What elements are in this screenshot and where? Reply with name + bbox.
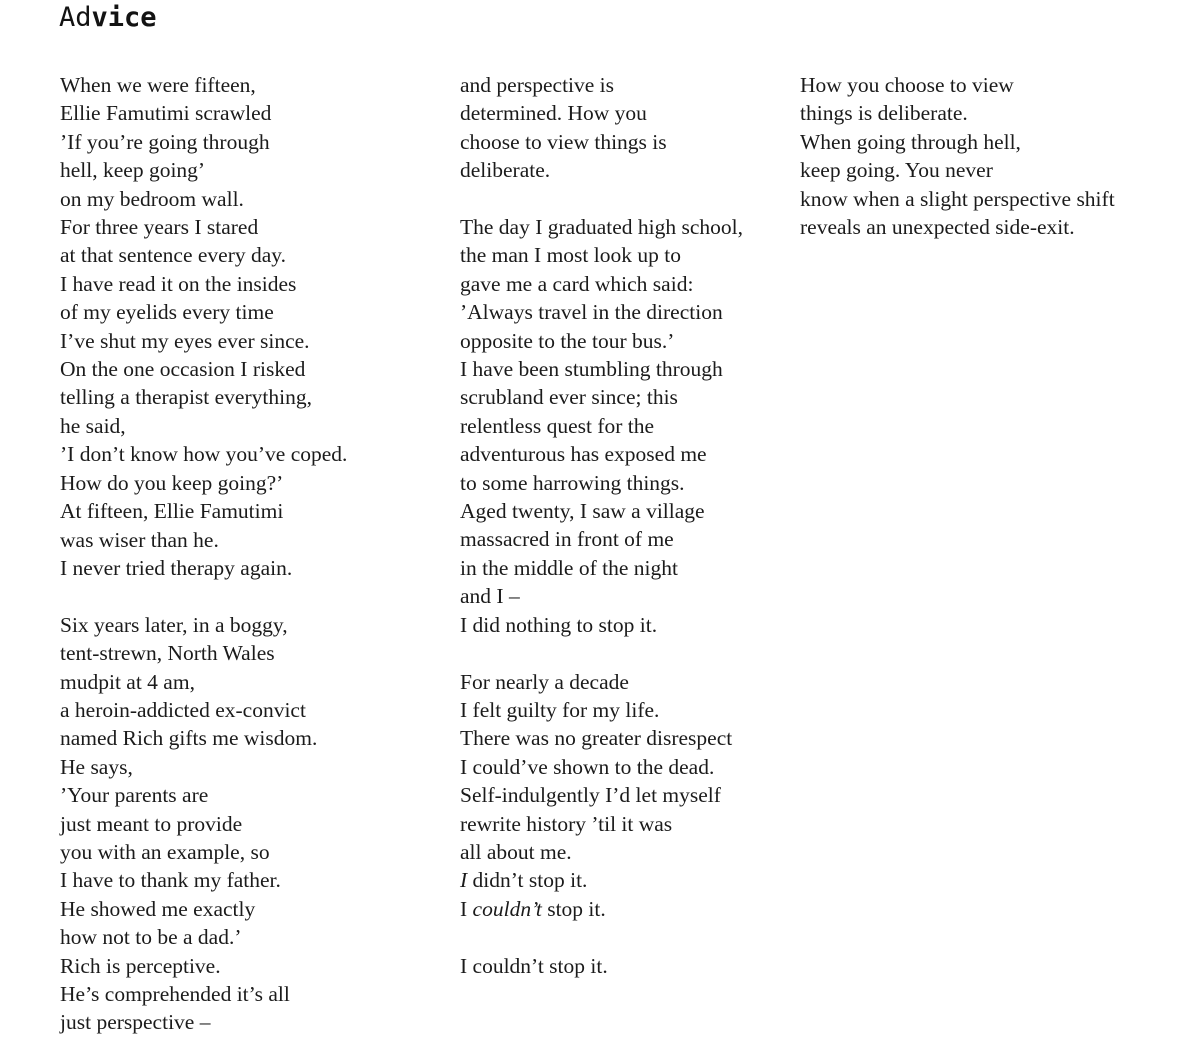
- poem-line: opposite to the tour bus.’: [460, 328, 675, 353]
- poem-line: know when a slight perspective shift: [800, 186, 1115, 211]
- poem-line: ’If you’re going through: [60, 129, 270, 154]
- poem-line: When we were fifteen,: [60, 73, 256, 97]
- poem-line: the man I most look up to: [460, 243, 681, 268]
- poem-column-3: [800, 71, 1181, 241]
- poem-line: things is deliberate.: [800, 101, 968, 126]
- poem-line: I have read it on the insides: [60, 271, 297, 296]
- poem-line: I have been stumbling through: [460, 357, 723, 382]
- poem-line: relentless quest for the: [460, 413, 655, 438]
- stanza: [60, 71, 450, 582]
- poem-line: I could’ve shown to the dead.: [460, 754, 715, 779]
- poem-line: He showed me exactly: [60, 896, 256, 921]
- poem-line: at that sentence every day.: [60, 243, 287, 268]
- poem-line: choose to view things is: [460, 129, 667, 154]
- poem-line: mudpit at 4 am,: [60, 669, 195, 694]
- poem-line: telling a therapist everything,: [60, 385, 312, 410]
- poem-line: scrubland ever since; this: [460, 385, 678, 410]
- poem-line: I have to thank my father.: [60, 868, 281, 893]
- poem-line: tent-strewn, North Wales: [60, 641, 275, 666]
- poem-line: For nearly a decade: [460, 669, 629, 694]
- poem-line: and perspective is: [460, 73, 615, 97]
- poem-line: I couldn’t stop it.: [460, 953, 608, 978]
- poem-line: ’Your parents are: [60, 783, 209, 808]
- poem-line: At fifteen, Ellie Famutimi: [60, 499, 284, 524]
- poem-line: Six years later, in a boggy,: [60, 612, 288, 637]
- poem-line: determined. How you: [460, 101, 647, 126]
- poem-line: How you choose to view: [800, 73, 1014, 97]
- poem-line: named Rich gifts me wisdom.: [60, 726, 318, 751]
- poem-line: Aged twenty, I saw a village: [460, 499, 705, 524]
- poem-line: Self-indulgently I’d let myself: [460, 783, 721, 808]
- poem-line: you with an example, so: [60, 839, 270, 864]
- poem-line: reveals an unexpected side-exit.: [800, 215, 1075, 240]
- poem-line: ’Always travel in the direction: [460, 300, 723, 325]
- poem-line: He says,: [60, 754, 133, 779]
- poem-line: ’I don’t know how you’ve coped.: [60, 442, 348, 467]
- poem-line: I couldn’t stop it.: [460, 896, 606, 921]
- poem-line: rewrite history ’til it was: [460, 811, 673, 836]
- poem-line: all about me.: [460, 839, 572, 864]
- stanza: [460, 71, 800, 185]
- poem-line: How do you keep going?’: [60, 470, 284, 495]
- poem-line: I didn’t stop it.: [460, 868, 588, 893]
- poem-line: just meant to provide: [60, 811, 243, 836]
- poem-column-2: [460, 71, 800, 980]
- poem-line: On the one occasion I risked: [60, 357, 306, 382]
- poem-line: I never tried therapy again.: [60, 555, 293, 580]
- poem-line: adventurous has exposed me: [460, 442, 707, 467]
- poem-line: in the middle of the night: [460, 555, 678, 580]
- poem-line: When going through hell,: [800, 129, 1021, 154]
- poem-line: Rich is perceptive.: [60, 953, 221, 978]
- stanza: [800, 71, 1181, 241]
- stanza: [460, 952, 800, 980]
- poem-line: I’ve shut my eyes ever since.: [60, 328, 310, 353]
- poem-line: deliberate.: [460, 158, 551, 183]
- title-prefix: Ad: [59, 2, 92, 33]
- poem-line: He’s comprehended it’s all: [60, 981, 290, 1006]
- poem-line: There was no greater disrespect: [460, 726, 733, 751]
- poem-line: keep going. You never: [800, 158, 993, 183]
- stanza: [60, 611, 450, 1037]
- poem-line: I did nothing to stop it.: [460, 612, 658, 637]
- poem-line: I felt guilty for my life.: [460, 697, 660, 722]
- poem-title: [59, 3, 157, 33]
- poem-line: massacred in front of me: [460, 527, 674, 552]
- poem-line: he said,: [60, 413, 126, 438]
- stanza: [460, 213, 800, 639]
- poem-line: on my bedroom wall.: [60, 186, 244, 211]
- poem-line: was wiser than he.: [60, 527, 219, 552]
- stanza: [460, 668, 800, 924]
- poem-line: just perspective –: [60, 1010, 211, 1035]
- poem-column-1: [60, 71, 450, 1037]
- poem-line: Ellie Famutimi scrawled: [60, 101, 272, 126]
- poem-line: how not to be a dad.’: [60, 925, 242, 950]
- poem-line: For three years I stared: [60, 215, 259, 240]
- poem-line: The day I graduated high school,: [460, 215, 743, 240]
- poem-line: and I –: [460, 584, 520, 609]
- poem-line: gave me a card which said:: [460, 271, 694, 296]
- poem-line: a heroin-addicted ex-convict: [60, 697, 306, 722]
- title-emphasis: vice: [91, 2, 157, 33]
- poem-line: to some harrowing things.: [460, 470, 685, 495]
- poem-line: hell, keep going’: [60, 158, 206, 183]
- poem-line: of my eyelids every time: [60, 300, 274, 325]
